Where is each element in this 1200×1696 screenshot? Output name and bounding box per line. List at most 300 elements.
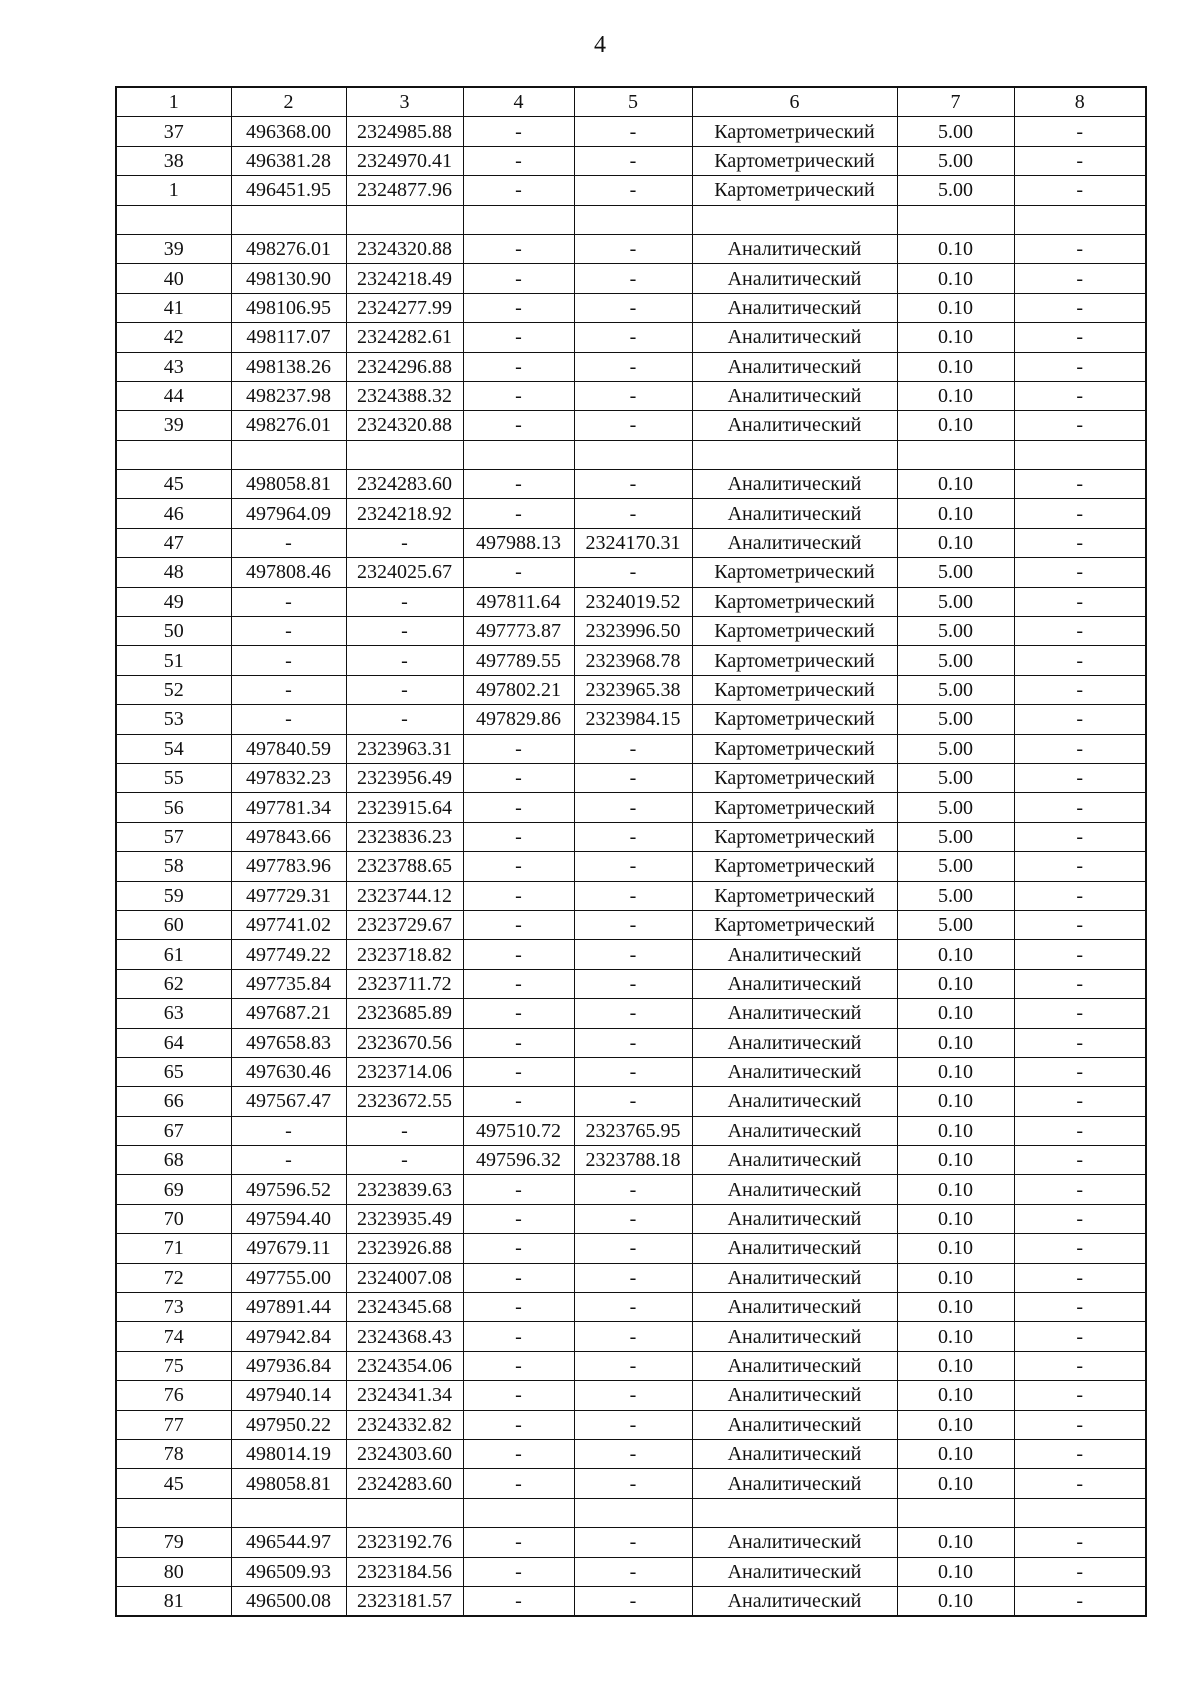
table-cell: 77: [116, 1410, 231, 1439]
table-cell: -: [574, 176, 692, 205]
table-cell: 5.00: [897, 793, 1014, 822]
table-row: [116, 675, 1146, 704]
table-cell: 496500.08: [231, 1586, 346, 1616]
table-cell: 0.10: [897, 1234, 1014, 1263]
table-cell: 0.10: [897, 1175, 1014, 1204]
table-cell: 54: [116, 734, 231, 763]
table-cell: -: [574, 323, 692, 352]
table-cell: -: [574, 1469, 692, 1498]
table-cell: [463, 205, 574, 234]
table-cell: 41: [116, 293, 231, 322]
table-cell: 497843.66: [231, 822, 346, 851]
table-cell: -: [574, 734, 692, 763]
table-cell: 2323718.82: [346, 940, 463, 969]
column-header: 1: [116, 87, 231, 117]
table-row: [116, 1410, 1146, 1439]
table-cell: Аналитический: [692, 1175, 897, 1204]
table-cell: -: [231, 675, 346, 704]
table-cell: [897, 440, 1014, 469]
table-row: [116, 1381, 1146, 1410]
table-cell: 498237.98: [231, 381, 346, 410]
table-cell: -: [1014, 793, 1146, 822]
table-cell: 0.10: [897, 1146, 1014, 1175]
table-cell: Аналитический: [692, 411, 897, 440]
table-cell: -: [346, 705, 463, 734]
table-cell: 496451.95: [231, 176, 346, 205]
table-cell: Аналитический: [692, 1293, 897, 1322]
table-cell: 5.00: [897, 763, 1014, 792]
table-cell: 2324283.60: [346, 1469, 463, 1498]
table-cell: 48: [116, 558, 231, 587]
table-cell: 0.10: [897, 381, 1014, 410]
table-cell: -: [463, 822, 574, 851]
table-row: [116, 881, 1146, 910]
table-cell: -: [574, 1410, 692, 1439]
table-cell: 0.10: [897, 940, 1014, 969]
table-cell: 498106.95: [231, 293, 346, 322]
table-cell: -: [1014, 881, 1146, 910]
table-cell: 2323984.15: [574, 705, 692, 734]
table-cell: 0.10: [897, 1586, 1014, 1616]
table-cell: -: [346, 1146, 463, 1175]
table-cell: 59: [116, 881, 231, 910]
table-cell: 50: [116, 617, 231, 646]
table-cell: -: [574, 1351, 692, 1380]
table-cell: 5.00: [897, 176, 1014, 205]
table-cell: 497687.21: [231, 999, 346, 1028]
table-cell: [897, 1498, 1014, 1527]
table-cell: 5.00: [897, 822, 1014, 851]
table-cell: [116, 205, 231, 234]
table-cell: Аналитический: [692, 1116, 897, 1145]
table-row: [116, 146, 1146, 175]
table-cell: -: [574, 1381, 692, 1410]
table-cell: 2324170.31: [574, 528, 692, 557]
table-cell: 0.10: [897, 234, 1014, 263]
table-row: [116, 1586, 1146, 1616]
table-cell: 38: [116, 146, 231, 175]
table-cell: -: [574, 293, 692, 322]
table-cell: -: [574, 1557, 692, 1586]
table-cell: -: [574, 969, 692, 998]
table-cell: Аналитический: [692, 999, 897, 1028]
table-cell: 0.10: [897, 1028, 1014, 1057]
table-cell: 49: [116, 587, 231, 616]
table-cell: [463, 440, 574, 469]
table-cell: 52: [116, 675, 231, 704]
table-cell: Картометрический: [692, 675, 897, 704]
table-cell: 497940.14: [231, 1381, 346, 1410]
table-cell: 5.00: [897, 646, 1014, 675]
table-cell: -: [463, 1322, 574, 1351]
table-cell: [574, 1498, 692, 1527]
table-cell: 2324354.06: [346, 1351, 463, 1380]
table-cell: Аналитический: [692, 1410, 897, 1439]
table-cell: 0.10: [897, 1263, 1014, 1292]
table-cell: -: [463, 146, 574, 175]
table-cell: 0.10: [897, 999, 1014, 1028]
table-cell: -: [574, 1234, 692, 1263]
table-cell: Аналитический: [692, 1586, 897, 1616]
table-cell: -: [463, 1469, 574, 1498]
table-cell: -: [463, 734, 574, 763]
table-cell: -: [1014, 1146, 1146, 1175]
table-cell: -: [231, 1116, 346, 1145]
table-row: [116, 617, 1146, 646]
table-cell: -: [1014, 528, 1146, 557]
table-cell: 0.10: [897, 1204, 1014, 1233]
table-cell: 60: [116, 910, 231, 939]
table-cell: 2324025.67: [346, 558, 463, 587]
table-row: [116, 587, 1146, 616]
table-cell: 2324877.96: [346, 176, 463, 205]
table-cell: -: [1014, 1469, 1146, 1498]
table-cell: 2324388.32: [346, 381, 463, 410]
table-cell: -: [1014, 1381, 1146, 1410]
table-cell: 2324341.34: [346, 1381, 463, 1410]
table-cell: 0.10: [897, 1087, 1014, 1116]
table-cell: -: [463, 293, 574, 322]
table-cell: 498117.07: [231, 323, 346, 352]
table-cell: -: [1014, 411, 1146, 440]
table-cell: -: [463, 793, 574, 822]
table-cell: 498276.01: [231, 411, 346, 440]
table-cell: -: [1014, 1087, 1146, 1116]
table-cell: -: [1014, 910, 1146, 939]
separator-row: [116, 1498, 1146, 1527]
column-header: 8: [1014, 87, 1146, 117]
table-cell: 39: [116, 411, 231, 440]
table-cell: -: [574, 910, 692, 939]
table-cell: -: [574, 499, 692, 528]
table-cell: 2323714.06: [346, 1057, 463, 1086]
table-cell: -: [1014, 1528, 1146, 1557]
table-cell: 2323184.56: [346, 1557, 463, 1586]
table-header-row: [116, 87, 1146, 117]
table-cell: 2324320.88: [346, 411, 463, 440]
table-cell: 70: [116, 1204, 231, 1233]
table-cell: Картометрический: [692, 587, 897, 616]
table-row: [116, 381, 1146, 410]
table-row: [116, 1528, 1146, 1557]
table-cell: 497942.84: [231, 1322, 346, 1351]
table-cell: -: [463, 1175, 574, 1204]
table-cell: 497988.13: [463, 528, 574, 557]
table-cell: -: [1014, 852, 1146, 881]
table-cell: -: [346, 528, 463, 557]
table-row: [116, 411, 1146, 440]
table-cell: 2324282.61: [346, 323, 463, 352]
table-cell: -: [463, 881, 574, 910]
table-cell: 0.10: [897, 499, 1014, 528]
table-row: [116, 293, 1146, 322]
table-cell: -: [463, 411, 574, 440]
table-cell: -: [574, 411, 692, 440]
table-cell: [897, 205, 1014, 234]
table-cell: -: [231, 617, 346, 646]
table-cell: 497783.96: [231, 852, 346, 881]
table-cell: Картометрический: [692, 705, 897, 734]
table-cell: 40: [116, 264, 231, 293]
table-cell: 0.10: [897, 293, 1014, 322]
table-cell: 55: [116, 763, 231, 792]
table-cell: -: [1014, 675, 1146, 704]
table-cell: 5.00: [897, 675, 1014, 704]
table-cell: 5.00: [897, 705, 1014, 734]
table-cell: 5.00: [897, 558, 1014, 587]
table-cell: -: [574, 1204, 692, 1233]
table-cell: 0.10: [897, 1410, 1014, 1439]
table-cell: -: [574, 763, 692, 792]
table-cell: -: [574, 146, 692, 175]
table-cell: [574, 440, 692, 469]
table-cell: [116, 1498, 231, 1527]
table-row: [116, 1057, 1146, 1086]
table-row: [116, 793, 1146, 822]
table-cell: 496509.93: [231, 1557, 346, 1586]
table-cell: 45: [116, 470, 231, 499]
table-cell: 58: [116, 852, 231, 881]
table-cell: 497802.21: [463, 675, 574, 704]
table-row: [116, 734, 1146, 763]
table-cell: 498138.26: [231, 352, 346, 381]
table-cell: -: [1014, 1263, 1146, 1292]
table-row: [116, 1469, 1146, 1498]
table-cell: 67: [116, 1116, 231, 1145]
table-cell: -: [463, 323, 574, 352]
table-cell: Картометрический: [692, 881, 897, 910]
column-header: 5: [574, 87, 692, 117]
table-cell: -: [463, 1204, 574, 1233]
table-cell: 5.00: [897, 734, 1014, 763]
table-cell: -: [1014, 763, 1146, 792]
table-row: [116, 646, 1146, 675]
table-cell: 51: [116, 646, 231, 675]
table-cell: 80: [116, 1557, 231, 1586]
table-cell: -: [1014, 1351, 1146, 1380]
column-header: 2: [231, 87, 346, 117]
table-cell: -: [574, 234, 692, 263]
table-row: [116, 1439, 1146, 1468]
table-cell: -: [463, 470, 574, 499]
table-cell: 47: [116, 528, 231, 557]
table-row: [116, 910, 1146, 939]
table-cell: -: [463, 1381, 574, 1410]
table-cell: Аналитический: [692, 1263, 897, 1292]
table-cell: -: [574, 1322, 692, 1351]
table-cell: -: [1014, 381, 1146, 410]
table-cell: [346, 205, 463, 234]
table-cell: 497596.32: [463, 1146, 574, 1175]
table-cell: -: [574, 352, 692, 381]
table-cell: 2323672.55: [346, 1087, 463, 1116]
table-cell: 2323744.12: [346, 881, 463, 910]
table-cell: -: [463, 352, 574, 381]
table-cell: -: [1014, 293, 1146, 322]
table-row: [116, 234, 1146, 263]
table-cell: 2324303.60: [346, 1439, 463, 1468]
table-cell: -: [1014, 646, 1146, 675]
table-cell: Аналитический: [692, 470, 897, 499]
table-cell: -: [1014, 1175, 1146, 1204]
table-cell: 46: [116, 499, 231, 528]
table-cell: [692, 205, 897, 234]
table-cell: -: [463, 1410, 574, 1439]
table-row: [116, 999, 1146, 1028]
table-cell: 0.10: [897, 1557, 1014, 1586]
table-cell: 2323839.63: [346, 1175, 463, 1204]
table-cell: 44: [116, 381, 231, 410]
table-cell: 72: [116, 1263, 231, 1292]
table-cell: 81: [116, 1586, 231, 1616]
table-cell: Картометрический: [692, 117, 897, 146]
table-cell: Картометрический: [692, 734, 897, 763]
table-cell: [346, 440, 463, 469]
table-cell: 2324007.08: [346, 1263, 463, 1292]
table-cell: -: [574, 470, 692, 499]
table-cell: 2323729.67: [346, 910, 463, 939]
table-cell: Картометрический: [692, 822, 897, 851]
table-cell: -: [574, 264, 692, 293]
table-cell: -: [1014, 1057, 1146, 1086]
table-cell: Аналитический: [692, 352, 897, 381]
table-cell: -: [1014, 176, 1146, 205]
table-cell: 497658.83: [231, 1028, 346, 1057]
table-cell: -: [1014, 705, 1146, 734]
table-row: [116, 470, 1146, 499]
table-cell: Аналитический: [692, 528, 897, 557]
table-cell: -: [463, 176, 574, 205]
table-cell: Аналитический: [692, 940, 897, 969]
table-cell: 56: [116, 793, 231, 822]
table-cell: -: [1014, 1322, 1146, 1351]
table-cell: 497567.47: [231, 1087, 346, 1116]
table-cell: 5.00: [897, 881, 1014, 910]
table-cell: -: [463, 381, 574, 410]
table-cell: 57: [116, 822, 231, 851]
table-cell: [692, 1498, 897, 1527]
table-cell: Аналитический: [692, 1057, 897, 1086]
table-cell: Картометрический: [692, 146, 897, 175]
table-cell: 497789.55: [463, 646, 574, 675]
table-cell: 496368.00: [231, 117, 346, 146]
table-cell: Картометрический: [692, 793, 897, 822]
table-cell: Аналитический: [692, 1469, 897, 1498]
table-cell: 497781.34: [231, 793, 346, 822]
table-cell: -: [463, 1057, 574, 1086]
table-row: [116, 969, 1146, 998]
separator-row: [116, 205, 1146, 234]
table-cell: 497741.02: [231, 910, 346, 939]
table-cell: -: [574, 793, 692, 822]
table-cell: -: [574, 1087, 692, 1116]
table-cell: -: [1014, 117, 1146, 146]
table-cell: Картометрический: [692, 763, 897, 792]
table-cell: [346, 1498, 463, 1527]
table-cell: 2323192.76: [346, 1528, 463, 1557]
table-cell: 497808.46: [231, 558, 346, 587]
table-cell: 5.00: [897, 587, 1014, 616]
table-cell: 2323765.95: [574, 1116, 692, 1145]
table-cell: -: [463, 264, 574, 293]
table-cell: -: [1014, 822, 1146, 851]
table-row: [116, 1234, 1146, 1263]
column-header: 7: [897, 87, 1014, 117]
table-cell: -: [574, 822, 692, 851]
table-cell: -: [231, 705, 346, 734]
table-cell: 69: [116, 1175, 231, 1204]
table-cell: 5.00: [897, 146, 1014, 175]
table-cell: 497594.40: [231, 1204, 346, 1233]
table-cell: -: [231, 528, 346, 557]
table-cell: 497811.64: [463, 587, 574, 616]
table-cell: 0.10: [897, 1469, 1014, 1498]
table-cell: 2324985.88: [346, 117, 463, 146]
table-cell: -: [1014, 1116, 1146, 1145]
table-cell: 497596.52: [231, 1175, 346, 1204]
table-cell: 0.10: [897, 352, 1014, 381]
table-cell: 498276.01: [231, 234, 346, 263]
table-cell: 2323685.89: [346, 999, 463, 1028]
table-cell: 43: [116, 352, 231, 381]
table-cell: -: [346, 587, 463, 616]
table-cell: 2323670.56: [346, 1028, 463, 1057]
table-cell: 498058.81: [231, 1469, 346, 1498]
table-cell: -: [1014, 999, 1146, 1028]
table-cell: -: [463, 1351, 574, 1380]
table-cell: -: [1014, 734, 1146, 763]
table-cell: 497679.11: [231, 1234, 346, 1263]
table-cell: 2323915.64: [346, 793, 463, 822]
table-cell: 66: [116, 1087, 231, 1116]
table-cell: -: [1014, 234, 1146, 263]
coordinates-table: [115, 86, 1147, 1617]
table-cell: 2323965.38: [574, 675, 692, 704]
table-cell: 2323788.65: [346, 852, 463, 881]
table-cell: Картометрический: [692, 176, 897, 205]
table-cell: -: [1014, 1586, 1146, 1616]
table-cell: Картометрический: [692, 558, 897, 587]
table-cell: -: [463, 1528, 574, 1557]
table-cell: 0.10: [897, 1351, 1014, 1380]
table-cell: 0.10: [897, 1116, 1014, 1145]
table-row: [116, 705, 1146, 734]
table-cell: 2324283.60: [346, 470, 463, 499]
table-cell: 498058.81: [231, 470, 346, 499]
table-row: [116, 264, 1146, 293]
table-cell: -: [574, 1439, 692, 1468]
table-cell: -: [463, 852, 574, 881]
table-cell: -: [574, 1175, 692, 1204]
table-row: [116, 763, 1146, 792]
table-cell: [692, 440, 897, 469]
table-cell: 0.10: [897, 1528, 1014, 1557]
table-cell: Аналитический: [692, 1528, 897, 1557]
table-cell: 496381.28: [231, 146, 346, 175]
table-cell: 0.10: [897, 264, 1014, 293]
table-cell: -: [231, 587, 346, 616]
table-row: [116, 176, 1146, 205]
table-cell: 2324970.41: [346, 146, 463, 175]
table-cell: -: [1014, 587, 1146, 616]
table-cell: -: [463, 763, 574, 792]
table-cell: -: [574, 558, 692, 587]
table-cell: -: [1014, 470, 1146, 499]
table-cell: [1014, 440, 1146, 469]
table-cell: 79: [116, 1528, 231, 1557]
table-cell: Аналитический: [692, 1028, 897, 1057]
table-cell: Аналитический: [692, 1351, 897, 1380]
